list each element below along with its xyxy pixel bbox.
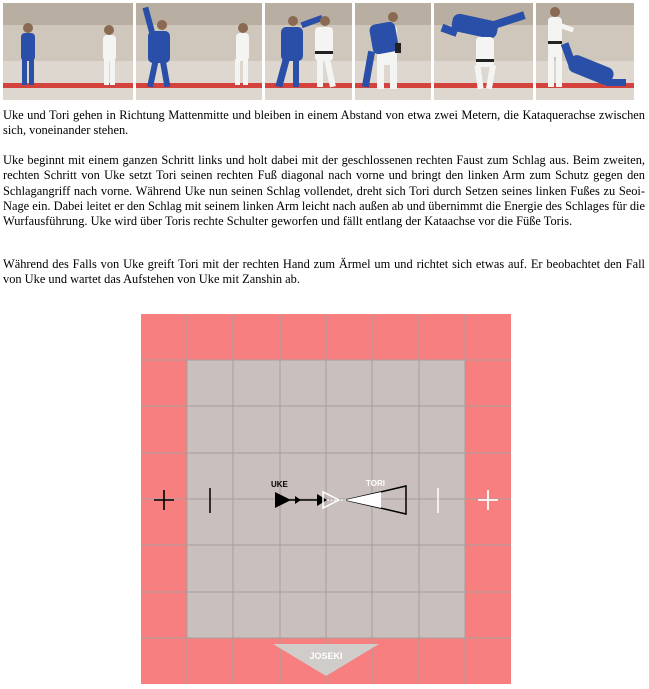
paragraph-text: Während des Falls von Uke greift Tori mit der rechten Hand zum Ärmel um und richtet sich etwas auf. Er beobachtet den Fall von Uke und wartet das Aufstehen von Uke mit Zanshin ab. [3, 257, 645, 287]
photo-strip [3, 3, 634, 100]
photo-6-uke-falls [536, 3, 634, 100]
photo-1-start-position [3, 3, 133, 100]
paragraph-start-position [3, 108, 645, 139]
paragraph-text: Uke und Tori gehen in Richtung Mattenmitte und bleiben in einem Abstand von etwa zwei Metern, die Kataquerachse zwischen sich, voneinander stehen. [3, 108, 645, 138]
paragraph-zanshin [3, 257, 645, 288]
photo-4-seoi-nage-entry [355, 3, 431, 100]
joseki-label: JOSEKI [309, 651, 343, 661]
photo-2-uke-raises-fist [136, 3, 262, 100]
paragraph-text: Uke beginnt mit einem ganzen Schritt links und holt dabei mit der geschlossenen rechten Faust zum Schlag aus. Beim zweiten, rechten Schritt von Uke setzt Tori seinen rechten Fuß diagonal nach vorne und bringt den linken Arm zum Schutz gegen den Schlagangriff nach vorne. Während Uke nun seinen Schlag vollendet, dreht sich Tori durch Setzen seines linken Fußes zu Seoi-Nage ein. Dabei leitet er den Schlag mit seinem linken Arm leicht nach außen ab und übernimmt die Energie des Schlages für die Wurfausführung. Uke wird über Toris rechte Schulter geworfen und fällt entlang der Kataachse vor die Füße Toris. [3, 153, 645, 229]
photo-5-throw [434, 3, 533, 100]
photo-3-tori-blocks [265, 3, 352, 100]
tori-label: TORI [366, 479, 385, 488]
uke-label: UKE [271, 480, 288, 489]
mat-diagram [141, 314, 511, 684]
paragraph-technique-description [3, 153, 645, 229]
